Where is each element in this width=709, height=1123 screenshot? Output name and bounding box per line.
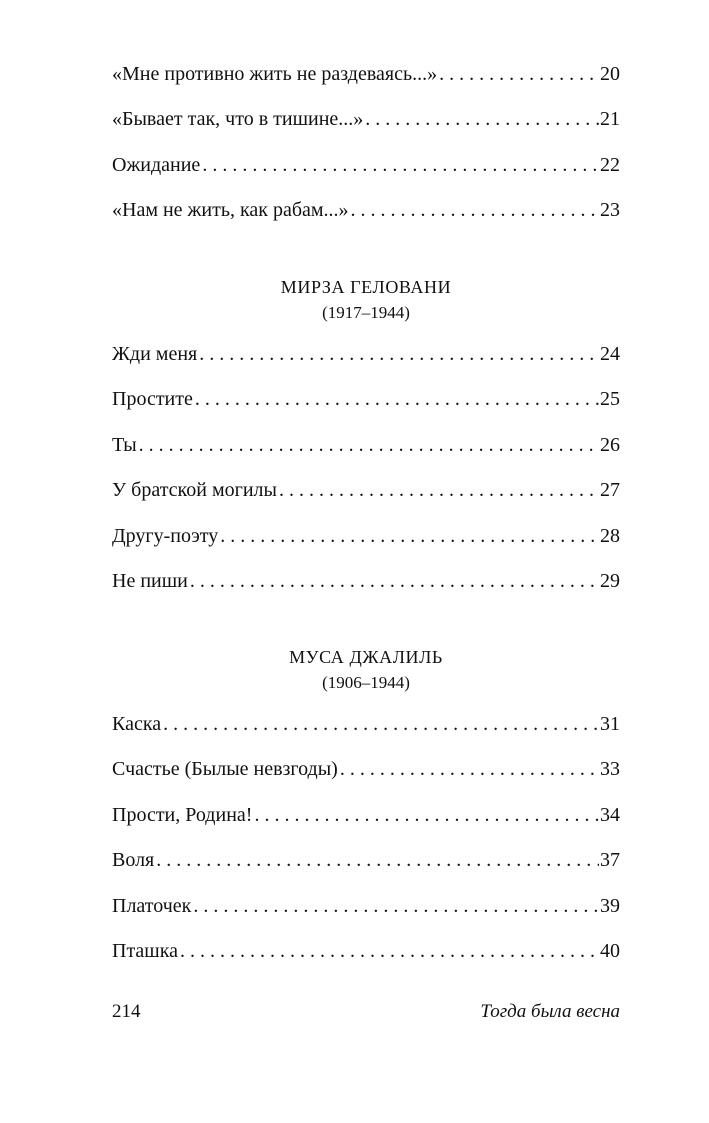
page-footer [112, 1000, 620, 1024]
toc-entry[interactable] [112, 387, 620, 432]
toc-entry[interactable] [112, 894, 620, 939]
entry-title: Жди меня [112, 343, 198, 365]
entry-page: 33 [600, 758, 620, 781]
footer-book-title: Тогда была весна [480, 1001, 620, 1022]
toc-group-1 [112, 62, 620, 244]
entry-page: 31 [600, 713, 620, 735]
entry-page: 21 [600, 108, 620, 131]
author-name: МУСА ДЖАЛИЛЬ [289, 647, 443, 667]
entry-page: 22 [600, 153, 620, 176]
section-heading-dzhalil [112, 646, 620, 694]
toc-entry[interactable] [112, 198, 620, 243]
entry-page: 25 [600, 388, 620, 411]
dot-leader [202, 153, 599, 177]
toc-entry[interactable] [112, 478, 620, 523]
toc-entry[interactable] [112, 342, 620, 387]
entry-title: Ожидание [112, 153, 201, 176]
section-heading-gelovani [112, 276, 620, 324]
dot-leader [190, 569, 599, 593]
dot-leader [180, 939, 599, 963]
dot-leader [365, 107, 599, 131]
entry-title: Каска [112, 713, 162, 735]
entry-title: У братской могилы [112, 479, 277, 502]
entry-title: Простите [112, 388, 193, 411]
dot-leader [139, 433, 599, 457]
dot-leader [195, 387, 599, 411]
entry-title: Ты [112, 433, 137, 456]
entry-title: «Нам не жить, как рабам...» [112, 199, 349, 222]
toc-entry[interactable] [112, 803, 620, 848]
entry-page: 24 [600, 343, 620, 365]
entry-title: «Мне противно жить не раздеваясь...» [112, 63, 438, 85]
toc-entry[interactable] [112, 433, 620, 478]
dot-leader [254, 803, 599, 827]
entry-page: 26 [600, 433, 620, 456]
dot-leader [156, 848, 599, 872]
author-years: (1917–1944) [322, 303, 410, 322]
toc-group-3 [112, 712, 620, 984]
toc-entry[interactable] [112, 939, 620, 984]
entry-title: Платочек [112, 894, 192, 917]
toc-entry[interactable] [112, 524, 620, 569]
entry-title: Пташка [112, 939, 178, 962]
author-years: (1906–1944) [322, 673, 410, 692]
dot-leader [199, 342, 599, 366]
toc-entry[interactable] [112, 153, 620, 198]
entry-title: Счастье (Былые невзгоды) [112, 758, 338, 781]
dot-leader [279, 478, 599, 502]
dot-leader [340, 757, 599, 781]
toc-entry[interactable] [112, 848, 620, 893]
footer-page-number: 214 [112, 1001, 141, 1022]
author-name: МИРЗА ГЕЛОВАНИ [280, 277, 452, 297]
entry-page: 28 [600, 524, 620, 547]
entry-title: Не пиши [112, 569, 188, 592]
entry-title: Другу-поэту [112, 524, 219, 547]
entry-page: 29 [600, 569, 620, 592]
dot-leader [439, 62, 599, 86]
dot-leader [163, 712, 599, 736]
entry-page: 40 [600, 939, 620, 962]
entry-page: 37 [600, 849, 620, 872]
toc-entry[interactable] [112, 569, 620, 614]
dot-leader [220, 524, 599, 548]
toc-entry[interactable] [112, 62, 620, 107]
toc-group-2 [112, 342, 620, 614]
entry-title: Прости, Родина! [112, 803, 253, 826]
entry-title: «Бывает так, что в тишине...» [112, 108, 364, 131]
entry-page: 20 [600, 63, 620, 85]
entry-title: Воля [112, 849, 155, 872]
entry-page: 27 [600, 479, 620, 502]
toc-entry[interactable] [112, 757, 620, 802]
entry-page: 34 [600, 803, 620, 826]
toc-entry[interactable] [112, 107, 620, 152]
toc-entry[interactable] [112, 712, 620, 757]
entry-page: 39 [600, 894, 620, 917]
dot-leader [193, 894, 599, 918]
dot-leader [351, 198, 599, 222]
entry-page: 23 [600, 199, 620, 222]
